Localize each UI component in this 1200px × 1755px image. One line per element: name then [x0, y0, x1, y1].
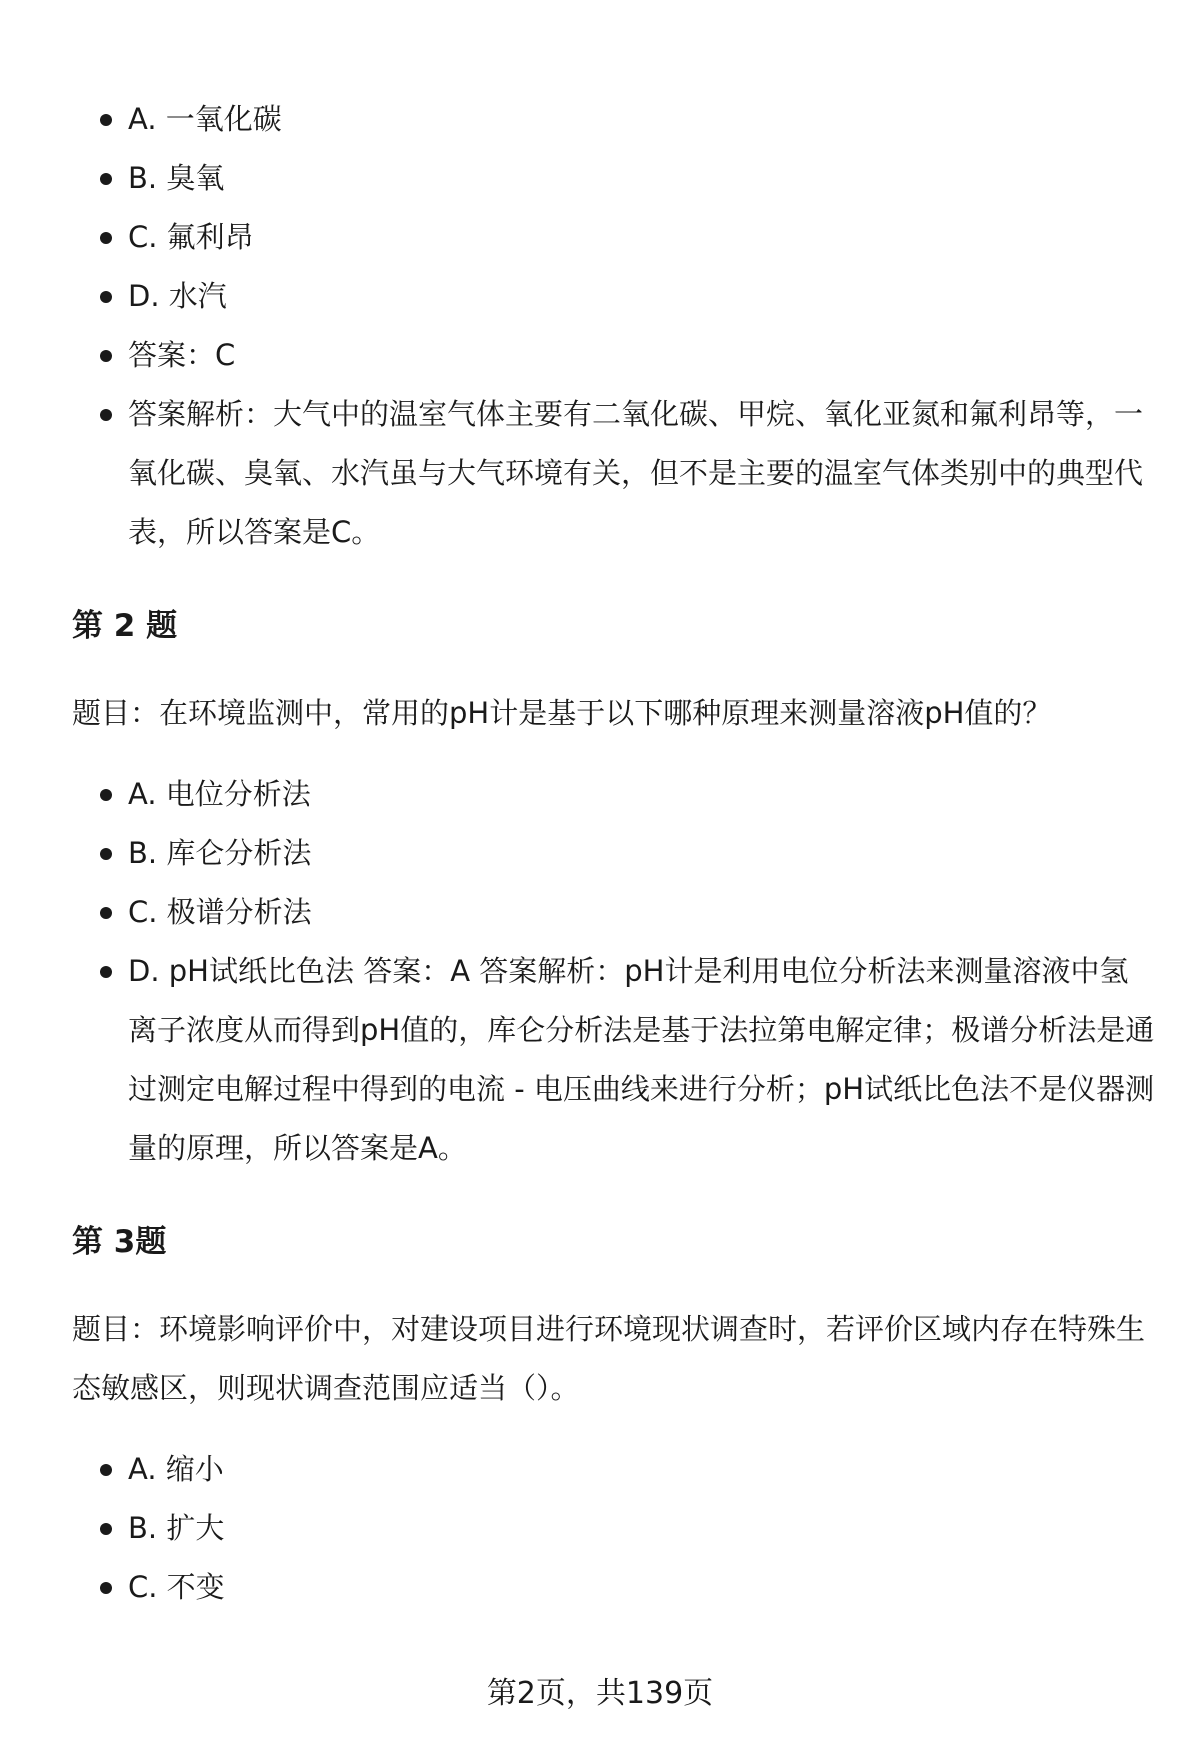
q1-option-a: A. 一氧化碳: [72, 90, 1157, 149]
q1-option-list: [72, 90, 1157, 562]
q1-option-c: C. 氟利昂: [72, 208, 1157, 267]
page-number-footer: 第2页，共139页: [486, 1676, 714, 1711]
q3-heading: 第 3题: [72, 1224, 167, 1260]
q3-option-list: [72, 1440, 1157, 1617]
q2-option-a: A. 电位分析法: [72, 765, 1157, 824]
q3-option-c: C. 不变: [72, 1558, 1157, 1617]
q2-stem: 题目：在环境监测中，常用的pH计是基于以下哪种原理来测量溶液pH值的？: [72, 696, 1052, 730]
q1-explanation: 答案解析：大气中的温室气体主要有二氧化碳、甲烷、氧化亚氮和氟利昂等，一氧化碳、臭氧、水汽虽与大气环境有关，但不是主要的温室气体类别中的典型代表，所以答案是C。: [72, 385, 1157, 562]
q2-option-b: B. 库仑分析法: [72, 824, 1157, 883]
q2-option-d-with-answer: D. pH试纸比色法 答案：A 答案解析：pH计是利用电位分析法来测量溶液中氢离子浓度从而得到pH值的，库仑分析法是基于法拉第电解定律；极谱分析法是通过测定电解过程中得到的电流 - 电压曲线来进行分析；pH试纸比色法不是仪器测量的原理，所以答案是A。: [72, 942, 1157, 1178]
q3-option-a: A. 缩小: [72, 1440, 1157, 1499]
q3-option-b: B. 扩大: [72, 1499, 1157, 1558]
q2-option-list: [72, 765, 1157, 1178]
q1-answer: 答案：C: [72, 326, 1157, 385]
q2-option-c: C. 极谱分析法: [72, 883, 1157, 942]
q2-heading: 第 2 题: [72, 608, 178, 644]
document-page: [72, 90, 1157, 1617]
q3-stem: 题目：环境影响评价中，对建设项目进行环境现状调查时，若评价区域内存在特殊生态敏感区，则现状调查范围应适当（）。: [72, 1312, 1146, 1405]
q1-option-d: D. 水汽: [72, 267, 1157, 326]
q1-option-b: B. 臭氧: [72, 149, 1157, 208]
